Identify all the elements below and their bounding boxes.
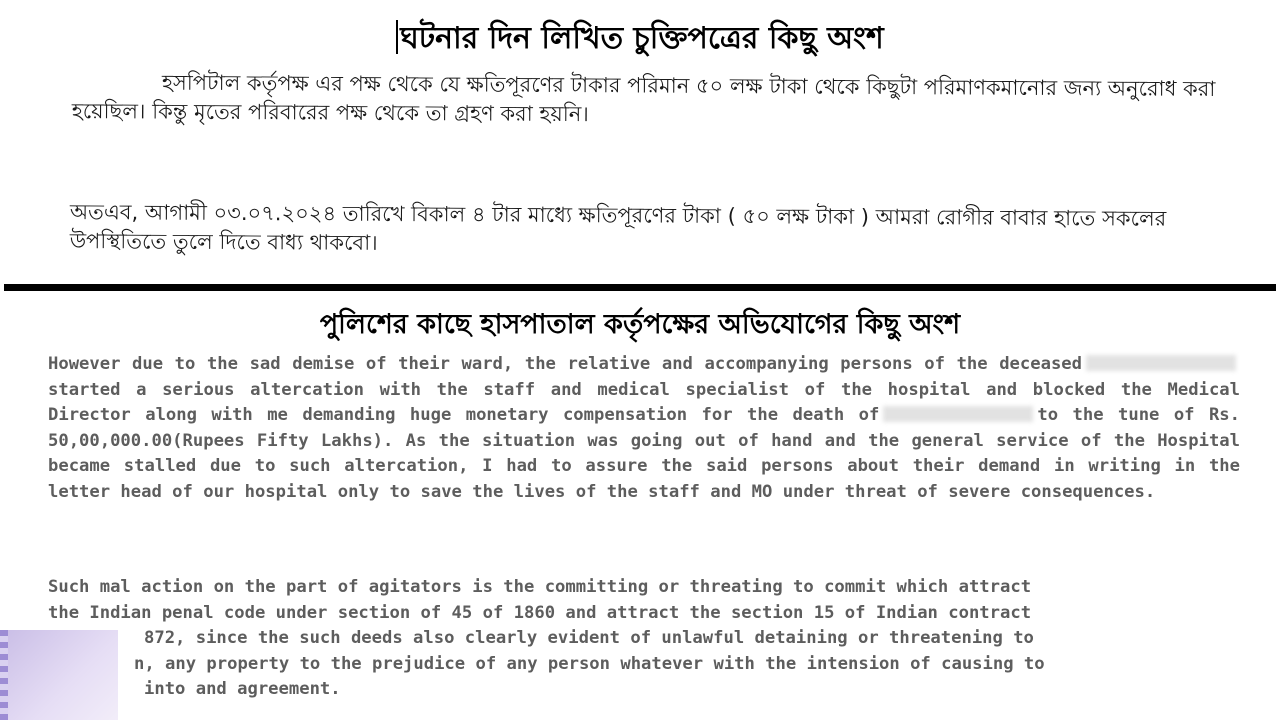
agreement-paragraph-1: হসপিটাল কর্তৃপক্ষ এর পক্ষ থেকে যে ক্ষতিপূরণের টাকার পরিমান ৫০ লক্ষ টাকা থেকে কিছুটা পরিমাণকমানোর জন্য অনুরোধ করা হয়েছিল। কিন্তু মৃতের পরিবারের পক্ষ থেকে তা গ্রহণ করা হয়নি। [71,70,1216,127]
corner-overlay-image [0,630,118,720]
section-divider [4,284,1276,291]
complaint-paragraph-1: However due to the sad demise of their ward, the relative and accompanying persons of the deceasedstarted a serious altercation with the staff and medical specialist of the hospital and blocked the Medical Director along with me demanding huge monetary compensation for the death of to the tune of Rs. 50,00,000.00(Rupees Fifty Lakhs). As the situation was going out of hand and the general service of the Hospital became stalled due to such altercation, I had to assure the said persons about their demand in writing in the letter head of our hospital only to save the lives of the staff and MO under threat of severe consequences. [48,354,1240,502]
bottom-heading: পুলিশের কাছে হাসপাতাল কর্তৃপক্ষের অভিযোগের কিছু অংশ [319,309,961,340]
redacted-name [883,406,1033,422]
text-cursor [396,20,398,54]
top-heading: ঘটনার দিন লিখিত চুক্তিপত্রের কিছু অংশ [0,14,1280,65]
redacted-name [1086,355,1236,371]
agreement-paragraph-2: অতএব, আগামী ০৩.০৭.২০২৪ তারিখে বিকাল ৪ টার মাধ্যে ক্ষতিপূরণের টাকা ( ৫০ লক্ষ টাকা ) আমরা রোগীর বাবার হাতে সকলের উপস্থিতিতে তুলে দিতে বাধ্য থাকবো। [69,199,1167,255]
complaint-paragraph-2: Such mal action on the part of agitators is the committing or threating to commit which attract the Indian penal code under section of 45 of 1860 and attract the section 15 of Indian contract 872, since the such deeds also clearly evident of unlawful detaining or threatening to n, any property to the prejudice of any person whatever with the intension of causing to into and agreement. [48,577,1045,700]
